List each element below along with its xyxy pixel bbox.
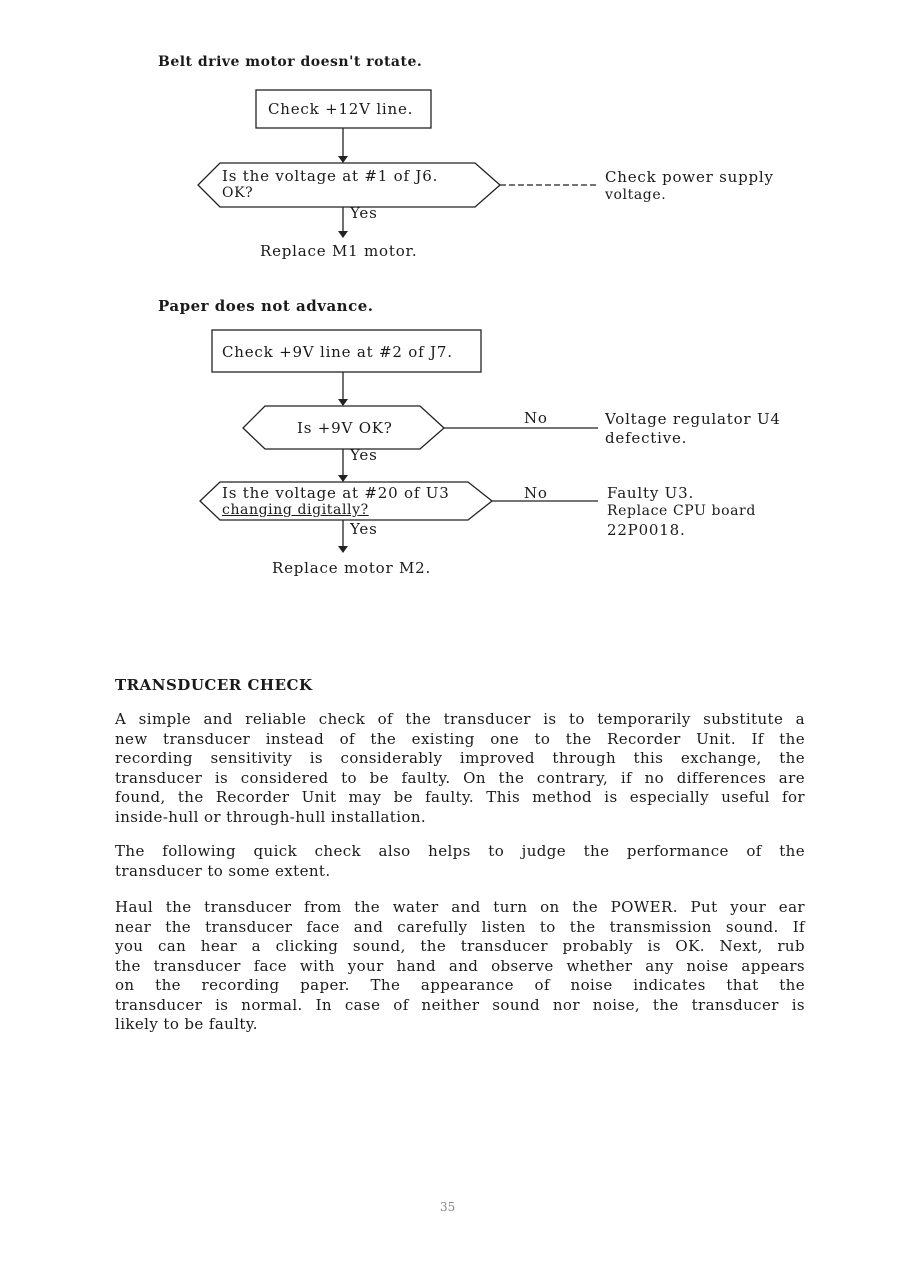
no-label: No — [524, 409, 548, 427]
decision-u3-line1: Is the voltage at #20 of U3 — [222, 484, 450, 502]
transducer-paragraph-3 — [115, 898, 805, 1035]
text-line: near the transducer face and carefully listen to the transmission sound. If — [115, 917, 805, 936]
arrow-head — [338, 156, 348, 163]
check-9v-label: Check +9V line at #2 of J7. — [222, 343, 453, 361]
result-check-power-line1: Check power supply — [605, 168, 774, 186]
text-line: transducer is considered to be faulty. On the contrary, if no differences are — [115, 768, 805, 787]
result-check-power-line2: voltage. — [605, 187, 667, 203]
text-line: on the recording paper. The appearance of noise indicates that the — [115, 976, 805, 994]
result-u4-line2: defective. — [605, 429, 688, 447]
result-replace-m2: Replace motor M2. — [272, 559, 432, 577]
text-line: inside-hull or through-hull installation. — [115, 807, 427, 826]
decision-u3-line2: changing digitally? — [222, 502, 369, 518]
result-u4-line1: Voltage regulator U4 — [605, 410, 781, 428]
result-u3-line3: 22P0018. — [607, 521, 686, 539]
result-u3-line1: Faulty U3. — [607, 484, 695, 502]
arrow-head — [338, 475, 348, 482]
section1-title: Belt drive motor doesn't rotate. — [158, 54, 423, 70]
section2-title: Paper does not advance. — [158, 297, 374, 315]
check-12v-label: Check +12V line. — [268, 100, 414, 118]
page-number: 35 — [440, 1200, 456, 1214]
arrow-head — [338, 399, 348, 406]
arrow-head — [338, 231, 348, 238]
text-line: Haul the transducer from the water and turn on the POWER. Put your ear — [115, 898, 805, 916]
text-line: transducer to some extent. — [115, 861, 331, 880]
text-line: found, the Recorder Unit may be faulty. This method is especially useful for — [115, 788, 805, 806]
text-line: transducer is normal. In case of neither sound nor noise, the transducer is — [115, 995, 805, 1014]
text-line: new transducer instead of the existing one to the Recorder Unit. If the — [115, 729, 805, 748]
text-line: you can hear a clicking sound, the transducer probably is OK. Next, rub — [115, 937, 805, 955]
transducer-heading: TRANSDUCER CHECK — [115, 676, 313, 694]
yes-label: Yes — [350, 446, 378, 464]
no-label: No — [524, 484, 548, 502]
decision-j6-line1: Is the voltage at #1 of J6. — [222, 167, 439, 185]
result-replace-m1: Replace M1 motor. — [260, 242, 418, 260]
transducer-paragraph-1 — [115, 710, 805, 827]
text-line: the transducer face with your hand and observe whether any noise appears — [115, 956, 805, 975]
text-line: likely to be faulty. — [115, 1015, 258, 1033]
arrow-head — [338, 546, 348, 553]
text-line: A simple and reliable check of the transducer is to temporarily substitute a — [115, 710, 805, 728]
transducer-paragraph-2 — [115, 842, 805, 881]
yes-label: Yes — [350, 204, 378, 222]
result-u3-line2: Replace CPU board — [607, 503, 756, 519]
decision-j6-line2: OK? — [222, 185, 254, 201]
yes-label: Yes — [350, 520, 378, 538]
text-line: The following quick check also helps to judge the performance of the — [115, 842, 805, 860]
text-line: recording sensitivity is considerably improved through this exchange, the — [115, 749, 805, 767]
decision-9v-label: Is +9V OK? — [297, 419, 393, 437]
